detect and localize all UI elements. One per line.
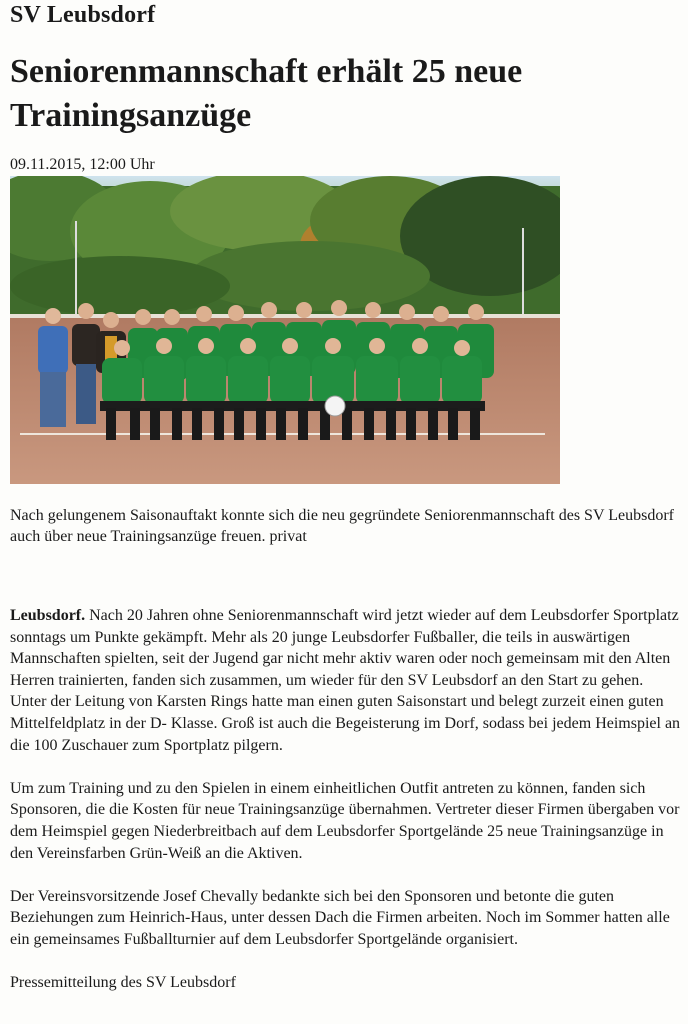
- photo-caption: Nach gelungenem Saisonauftakt konnte sich die neu gegründete Seniorenmannschaft des SV Leubsdorf auch über neue Trainingsanzüge freuen. privat: [10, 507, 674, 545]
- article-paragraph: Um zum Training und zu den Spielen in einem einheitlichen Outfit antreten zu können, fanden sich Sponsoren, die die Kosten für neue Trainingsanzüge übernahmen. Vertreter dieser Firmen übergaben vor dem Heimspiel gegen Niederbreitbach auf dem Leubsdorfer Sportgelände 25 neue Trainingsanzüge in den Vereinsfarben Grün-Weiß an die Aktiven.: [10, 779, 680, 862]
- article-paragraph: Der Vereinsvorsitzende Josef Chevally bedankte sich bei den Sponsoren und betonte die guten Beziehungen zum Heinrich-Haus, unter dessen Dach die Firmen arbeiten. Noch im Sommer hatten alle ein gemeinsames Fußballturnier auf dem Leubsdorfer Sportgelände organisiert.: [10, 887, 670, 948]
- article-body: [10, 605, 682, 1015]
- article-lead-location: Leubsdorf.: [10, 607, 86, 624]
- article-paragraph-text: Nach 20 Jahren ohne Seniorenmannschaft wird jetzt wieder auf dem Leubsdorfer Sportplatz sonntags um Punkte gekämpft. Mehr als 20 junge Leubsdorfer Fußballer, die teils in auswärtigen Mannschaften spielten, seit der Jugend gar nicht mehr aktiv waren oder noch gemeinsam mit den Alten Herren trainierten, fanden sich zusammen, um wieder für den SV Leubsdorf an den Start zu gehen. Unter der Leitung von Karsten Rings hatte man einen guten Saisonstart und belegt zurzeit einen guten Mittelfeldplatz in der D- Klasse. Groß ist auch die Begeisterung im Dorf, sodass bei jedem Heimspiel an die 100 Zuschauer zum Sportplatz pilgern.: [10, 607, 681, 754]
- article-paragraph: [10, 605, 682, 756]
- team-photo: [10, 176, 560, 484]
- team-photo-illustration: [10, 176, 560, 484]
- article-source: Pressemitteilung des SV Leubsdorf: [10, 974, 236, 992]
- site-title: SV Leubsdorf: [10, 2, 156, 28]
- article-headline: Seniorenmannschaft erhält 25 neue Trainingsanzüge: [10, 53, 523, 134]
- article-dateline: 09.11.2015, 12:00 Uhr: [10, 156, 155, 173]
